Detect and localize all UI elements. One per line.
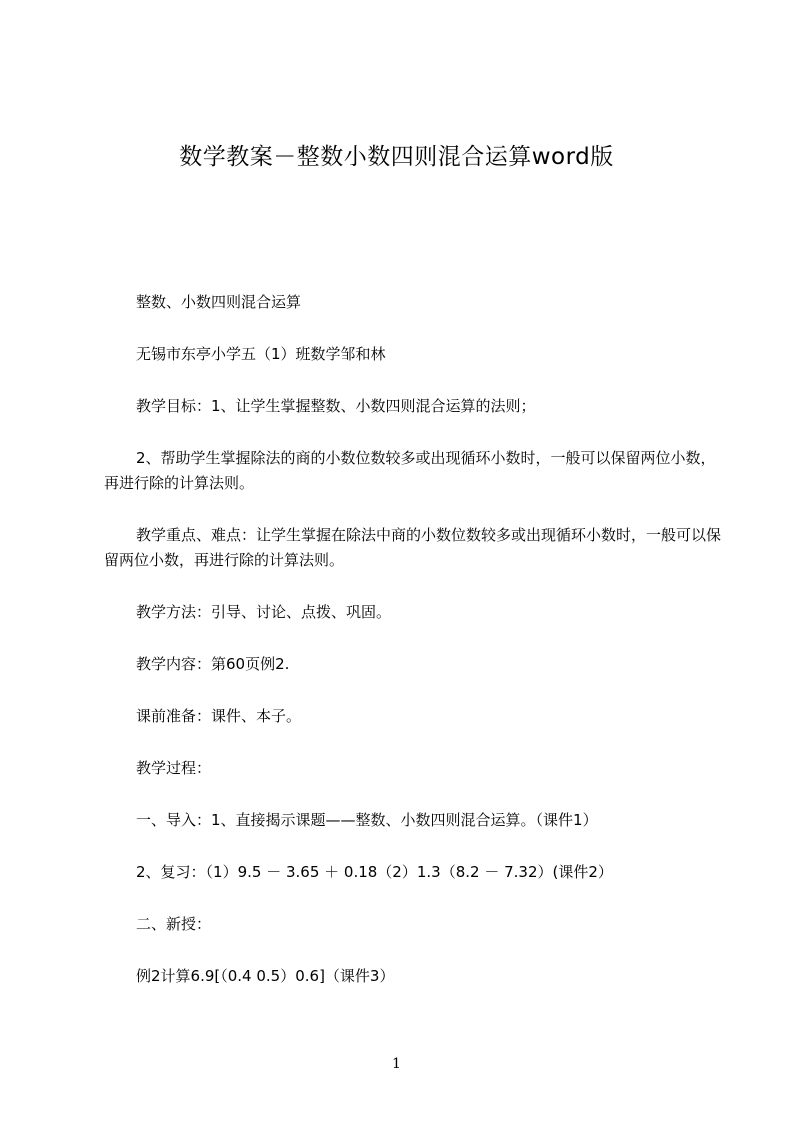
paragraph-subtitle: 整数、小数四则混合运算 bbox=[136, 293, 302, 311]
paragraph-review: 2、复习：（1）9.5 － 3.65 ＋ 0.18（2）1.3（8.2 － 7.32）(课件2） bbox=[136, 863, 613, 881]
document-body bbox=[104, 290, 726, 989]
paragraph-author: 无锡市东亭小学五（1）班数学邹和林 bbox=[136, 345, 386, 363]
paragraph-example: 例2计算6.9[（0.4 0.5）0.6]（课件3） bbox=[136, 967, 395, 985]
paragraph-content: 教学内容：第60页例2. bbox=[136, 655, 290, 673]
paragraph-new-lesson: 二、新授： bbox=[136, 915, 212, 933]
paragraph-preparation: 课前准备：课件、本子。 bbox=[136, 707, 302, 725]
paragraph-introduction: 一、导入：1、直接揭示课题——整数、小数四则混合运算。（课件1） bbox=[136, 811, 598, 829]
document-title: 数学教案－整数小数四则混合运算word版 bbox=[179, 144, 614, 170]
paragraph-key-points: 教学重点、难点：让学生掌握在除法中商的小数位数较多或出现循环小数时，一般可以保留两位小数，再进行除的计算法则。 bbox=[104, 526, 722, 569]
page-number: 1 bbox=[392, 1056, 401, 1072]
paragraph-objective-1: 教学目标：1、让学生掌握整数、小数四则混合运算的法则； bbox=[136, 397, 536, 415]
paragraph-process: 教学过程： bbox=[136, 759, 212, 777]
paragraph-objective-2: 2、帮助学生掌握除法的商的小数位数较多或出现循环小数时，一般可以保留两位小数，再进行除的计算法则。 bbox=[104, 449, 716, 492]
paragraph-methods: 教学方法：引导、讨论、点拨、巩固。 bbox=[136, 603, 392, 621]
